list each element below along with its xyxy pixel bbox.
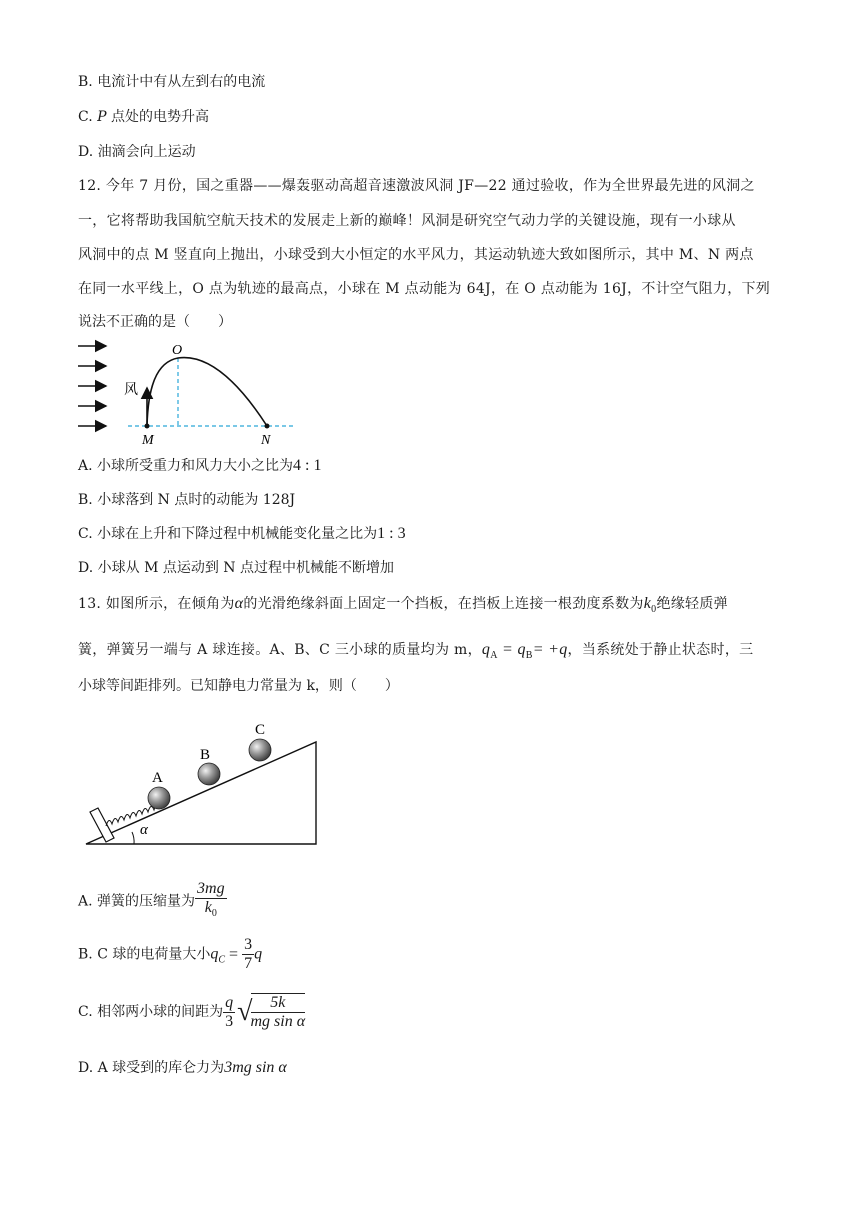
q12-option-d: D. 小球从 M 点运动到 N 点过程中机械能不断增加 [78,560,395,576]
q13-option-a-fraction [195,880,227,923]
q13-stem-line3: 小球等间距排列。已知静电力常量为 k，则（ ） [78,678,399,694]
q13-option-b-fraction [242,936,254,973]
q13-option-b-text: B. C 球的电荷量大小 [78,946,211,963]
q13-option-c-num: q [225,993,234,1011]
q13-stem-line1 [78,594,728,620]
ball-b [198,763,220,785]
q13-sub-b: B [525,649,533,661]
q12-option-a-ratio: 4 : 1 [293,457,322,474]
q12-stem-line4: 在同一水平线上，O 点为轨迹的最高点，小球在 M 点动能为 64J，在 O 点动能为 16J，不计空气阻力，下列 [78,281,771,297]
q13-option-a-den: k [204,899,212,916]
q13-option-c-rad-den: mg sin α [250,1013,306,1030]
wind-arrows [78,346,106,426]
q13-option-c-radicand [251,993,306,1031]
q12-option-c-ratio: 1 : 3 [377,525,406,542]
q13-stem-line1-pre: 13. 如图所示，在倾角为 [78,596,235,612]
q13-option-b-num: 3 [244,936,253,953]
q13-option-a-text: A. 弹簧的压缩量为 [78,893,196,910]
q11-option-d: D. 油滴会向上运动 [78,144,196,160]
q12-option-a-text: A. 小球所受重力和风力大小之比为 [78,458,294,474]
q13-option-c-rad-num: 5k [251,994,306,1013]
q13-option-a [78,880,227,923]
q13-option-b-eq: = [229,945,239,963]
ball-b-label: B [200,747,211,763]
q13-option-d [78,1058,287,1078]
q13-incline-figure [82,716,322,848]
q12-stem-line2: 一，它将帮助我国航空航天技术的发展走上新的巅峰！风洞是研究空气动力学的关键设施，现有一小球从 [78,213,736,229]
ball-c [249,739,271,761]
q13-option-c-text: C. 相邻两小球的间距为 [78,1004,224,1020]
wind-label: 风 [124,383,138,398]
q13-k0-sub: 0 [651,603,657,615]
point-n-label: N [261,433,271,448]
q11-option-c-text: 点处的电势升高 [106,109,209,125]
point-o-label: O [172,343,183,358]
q13-stem-line2-post: ，当系统处于静止状态时，三 [567,642,754,658]
q13-option-d-math: 3mg sin α [224,1059,287,1076]
q12-option-a [78,456,321,476]
q11-option-b: B. 电流计中有从左到右的电流 [78,74,266,90]
q13-option-a-num: 3mg [197,880,225,897]
q12-stem-line1: 12. 今年 7 月份，国之重器——爆轰驱动高超音速激波风洞 JF—22 通过验收，作为全世界最先进的风洞之 [78,178,755,194]
q12-option-c-text: C. 小球在上升和下降过程中机械能变化量之比为 [78,526,378,542]
q12-option-b: B. 小球落到 N 点时的动能为 128J [78,492,296,508]
q13-option-b-lhs: q [210,945,219,963]
q13-stem-line1-mid: 的光滑绝缘斜面上固定一个挡板，在挡板上连接一根劲度系数为 [243,596,644,612]
point-m-label: M [142,433,154,448]
q13-option-c [78,992,305,1032]
angle-arc [132,832,134,844]
ball-c-label: C [255,722,266,738]
q12-stem-line5: 说法不正确的是（ ） [78,314,232,330]
q12-stem-line3: 风洞中的点 M 竖直向上抛出，小球受到大小恒定的水平风力，其运动轨迹大致如图所示，其中 M、N 两点 [78,247,754,263]
q13-alpha: α [234,595,244,612]
angle-label: α [140,822,148,838]
q13-option-c-den: 3 [225,1012,234,1030]
q11-option-c-var: P [97,109,107,125]
q13-option-d-text: D. A 球受到的库仑力为 [78,1060,225,1076]
q13-option-b-q: q [254,945,263,963]
q13-stem-line2: 簧，弹簧另一端与 A 球连接。A、B、C 三小球的质量均为 m，$q_A = q_B= +q$，当系统处于静止状态时，三 [78,641,754,661]
sqrt-sign: √ [237,996,253,1027]
q13-k0: k [643,595,652,612]
q13-sub-a: A [490,649,498,661]
q13-charge-rhs: = +q [532,641,568,658]
ball-a-label: A [152,770,163,786]
q12-wind-tunnel-figure [76,338,306,448]
q13-option-c-fraction [223,994,235,1031]
q13-stem-line2-pre: 簧，弹簧另一端与 A 球连接。A、B、C 三小球的质量均为 m， [78,642,482,658]
trajectory-curve [147,358,267,426]
point-n-dot [265,424,270,429]
q13-stem-line1-post: 绝缘轻质弹 [656,596,728,612]
q11-option-c [78,107,209,127]
q13-option-b-den: 7 [244,955,253,972]
point-m-dot [145,424,150,429]
q13-option-b-lhs-sub: C [218,954,226,966]
q11-option-c-prefix: C. [78,109,98,125]
q12-option-c [78,524,406,544]
q13-option-a-den-sub: 0 [211,908,217,920]
q13-option-b [78,936,262,978]
ball-a [148,787,170,809]
